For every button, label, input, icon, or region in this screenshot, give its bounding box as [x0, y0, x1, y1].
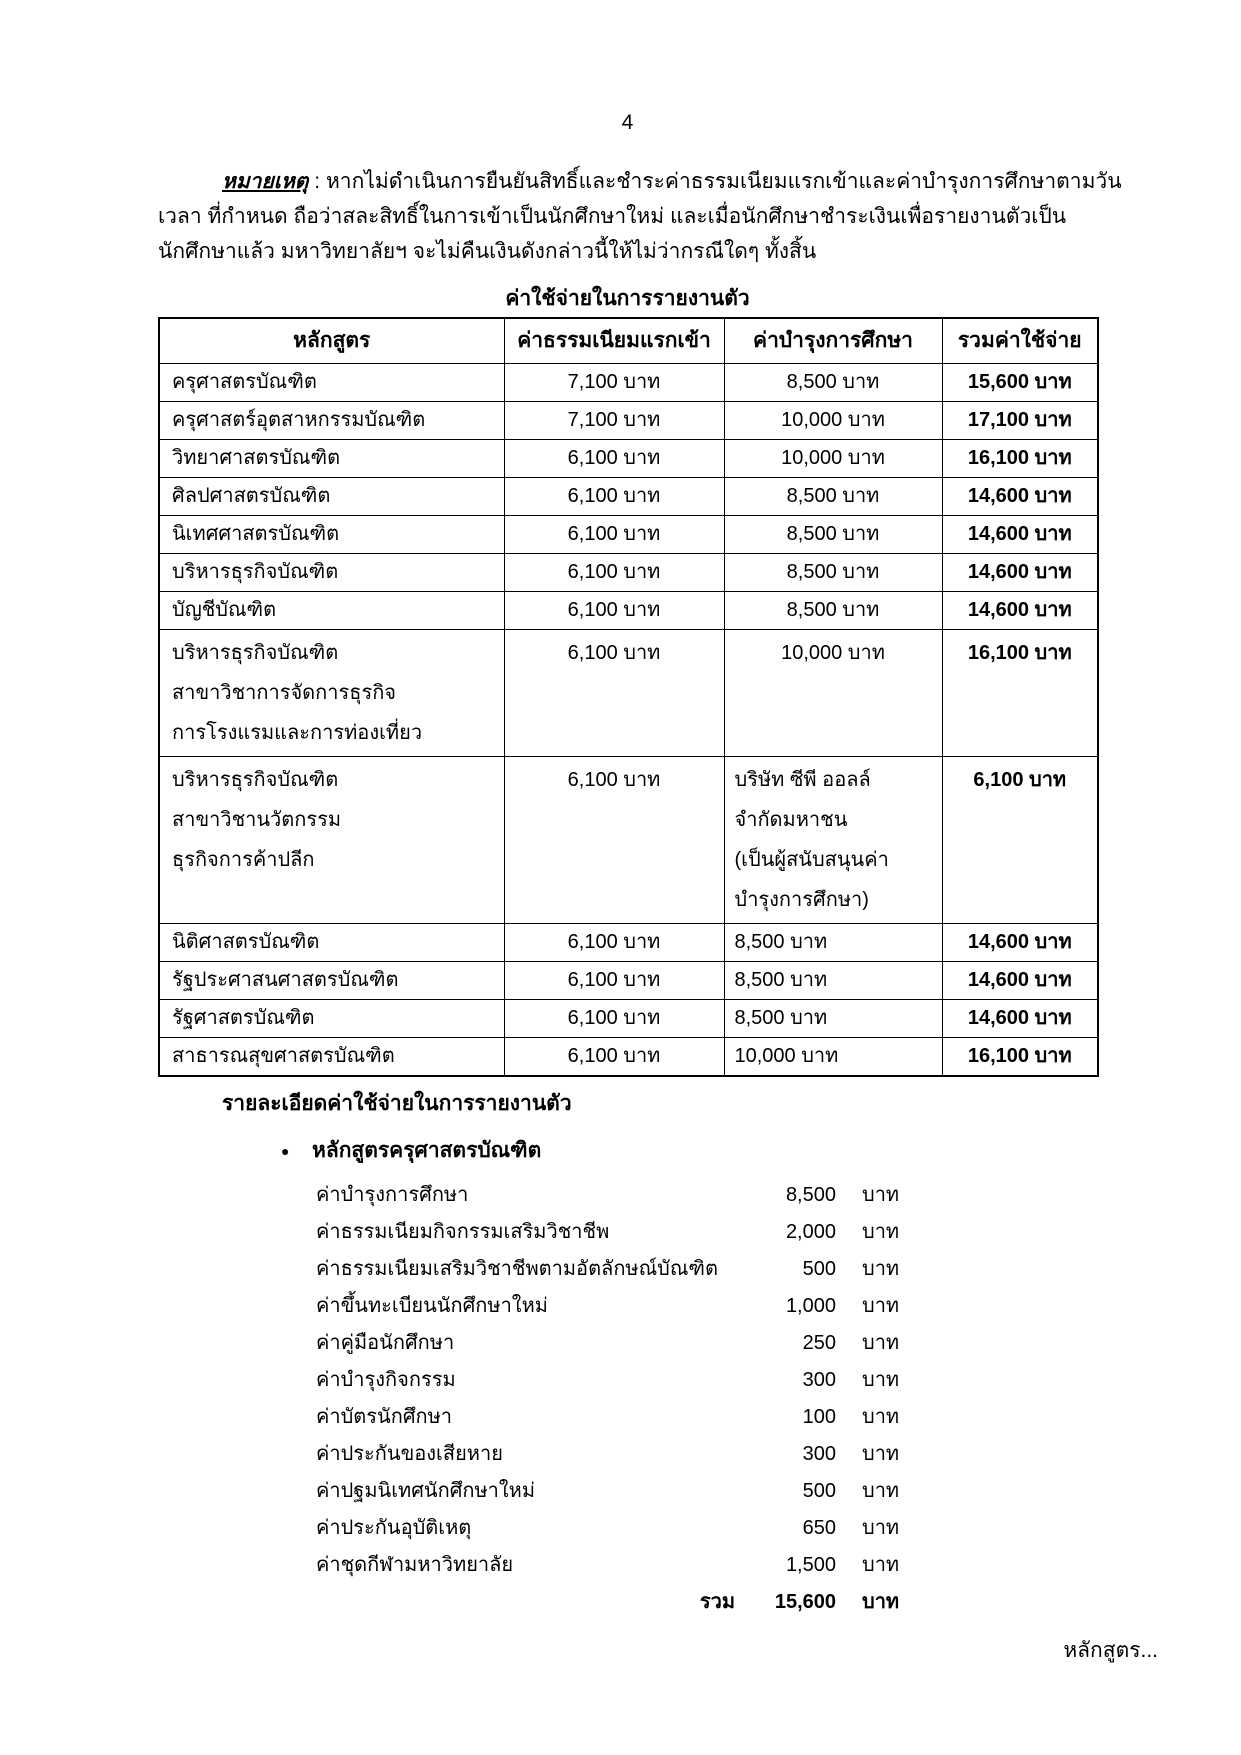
program-line: สาขาวิชาการจัดการธุรกิจ: [172, 682, 397, 704]
total-value: 14,600 บาท: [967, 969, 1072, 991]
tuition-line: 8,500 บาท: [734, 931, 828, 953]
fee-item-label: ค่าปฐมนิเทศนักศึกษาใหม่: [316, 1480, 536, 1502]
fee-total-amount: 15,600: [774, 1591, 836, 1613]
program-line: สาธารณสุขศาสตรบัณฑิต: [172, 1045, 395, 1067]
note-label: หมายเหตุ: [222, 170, 309, 193]
cell-program: [159, 516, 504, 554]
column-header-program: หลักสูตร: [159, 318, 504, 364]
fee-item-row: [158, 1399, 1097, 1436]
note-line-3: นักศึกษาแล้ว มหาวิทยาลัยฯ จะไม่คืนเงินดังกล่าวนี้ให้ไม่ว่ากรณีใดๆ ทั้งสิ้น: [158, 240, 817, 263]
cell-total: [942, 962, 1098, 1000]
fee-item-unit: บาท: [862, 1221, 900, 1243]
fee-item-row: [158, 1547, 1097, 1584]
cell-program: [159, 402, 504, 440]
fee-item-unit: บาท: [862, 1443, 900, 1465]
tuition-line: 8,500 บาท: [734, 1007, 828, 1029]
fee-item-amount: 500: [802, 1480, 836, 1502]
total-value: 16,100 บาท: [967, 1045, 1072, 1067]
cell-total: [942, 757, 1098, 924]
fee-item-row: [158, 1362, 1097, 1399]
fee-item-amount: 300: [802, 1369, 836, 1391]
fee-table-title: ค่าใช้จ่ายในการรายงานตัว: [505, 287, 750, 310]
cell-total: [942, 1038, 1098, 1077]
fee-item-row: [158, 1251, 1097, 1288]
fee-item-amount: 2,000: [785, 1221, 836, 1243]
tuition-line: 8,500 บาท: [786, 599, 880, 621]
footer-text: หลักสูตร...: [1063, 1639, 1158, 1662]
cell-total: [942, 1000, 1098, 1038]
cell-program: [159, 630, 504, 757]
fee-item-label: ค่าบัตรนักศึกษา: [316, 1406, 453, 1428]
cell-tuition: [724, 630, 942, 757]
entrance-fee-value: 6,100 บาท: [567, 1045, 661, 1067]
column-header-tuition: ค่าบำรุงการศึกษา: [724, 318, 942, 364]
fee-list: [158, 1177, 1097, 1584]
note-paragraph: [158, 164, 1122, 269]
fee-item-unit: บาท: [862, 1406, 900, 1428]
bullet-heading: [281, 1137, 1097, 1165]
cell-entrance-fee: [504, 962, 724, 1000]
tuition-line: 10,000 บาท: [734, 1045, 839, 1067]
fee-table-row: [159, 962, 1098, 1000]
fee-item-label: ค่าประกันของเสียหาย: [316, 1443, 503, 1465]
column-header-entrance-fee: ค่าธรรมเนียมแรกเข้า: [504, 318, 724, 364]
program-line: ครุศาสตรบัณฑิต: [172, 371, 317, 393]
program-line: บริหารธุรกิจบัณฑิต: [172, 769, 339, 791]
program-line: นิเทศศาสตรบัณฑิต: [172, 523, 340, 545]
entrance-fee-value: 6,100 บาท: [567, 485, 661, 507]
note-line-1: [158, 164, 1122, 199]
tuition-line: 8,500 บาท: [734, 969, 828, 991]
tuition-line: 8,500 บาท: [786, 561, 880, 583]
cell-program: [159, 962, 504, 1000]
fee-table-row: [159, 554, 1098, 592]
fee-table-row: [159, 516, 1098, 554]
cell-program: [159, 924, 504, 962]
page-number: 4: [621, 111, 634, 134]
cell-entrance-fee: [504, 592, 724, 630]
column-header-total: รวมค่าใช้จ่าย: [942, 318, 1098, 364]
fee-item-amount: 650: [802, 1517, 836, 1539]
program-line: นิติศาสตรบัณฑิต: [172, 931, 320, 953]
fee-item-label: ค่าประกันอุบัติเหตุ: [316, 1517, 472, 1539]
cell-tuition: [724, 757, 942, 924]
note-line-1-text: หากไม่ดำเนินการยืนยันสิทธิ์และชำระค่าธรรมเนียมแรกเข้าและค่าบำรุงการศึกษาตามวัน: [325, 170, 1122, 193]
fee-total-row: [158, 1584, 1097, 1621]
tuition-line: บำรุงการศึกษา): [734, 889, 869, 911]
cell-program: [159, 478, 504, 516]
cell-program: [159, 554, 504, 592]
fee-total-unit: บาท: [862, 1591, 900, 1613]
total-value: 14,600 บาท: [967, 523, 1072, 545]
fee-table-row: [159, 630, 1098, 757]
cell-program: [159, 440, 504, 478]
entrance-fee-value: 6,100 บาท: [567, 969, 661, 991]
tuition-line: 8,500 บาท: [786, 485, 880, 507]
page-content: [158, 0, 1122, 1621]
tuition-line: 10,000 บาท: [781, 447, 885, 469]
fee-table-row: [159, 440, 1098, 478]
cell-total: [942, 478, 1098, 516]
entrance-fee-value: 7,100 บาท: [567, 409, 661, 431]
fee-table: [158, 317, 1099, 1077]
fee-item-label: ค่าบำรุงกิจกรรม: [316, 1369, 456, 1391]
total-value: 14,600 บาท: [967, 931, 1072, 953]
cell-total: [942, 630, 1098, 757]
tuition-line: จำกัดมหาชน: [734, 809, 848, 831]
fee-table-header-row: [159, 318, 1098, 364]
program-line: รัฐประศาสนศาสตรบัณฑิต: [172, 969, 399, 991]
cell-program: [159, 1038, 504, 1077]
fee-item-unit: บาท: [862, 1369, 900, 1391]
tuition-line: (เป็นผู้สนับสนุนค่า: [734, 849, 889, 871]
cell-entrance-fee: [504, 516, 724, 554]
cell-tuition: [724, 1000, 942, 1038]
fee-table-row: [159, 478, 1098, 516]
cell-tuition: [724, 592, 942, 630]
total-value: 14,600 บาท: [967, 561, 1072, 583]
program-line: สาขาวิชานวัตกรรม: [172, 809, 342, 831]
cell-entrance-fee: [504, 402, 724, 440]
fee-item-unit: บาท: [862, 1480, 900, 1502]
fee-item-label: ค่าธรรมเนียมเสริมวิชาชีพตามอัตลักษณ์บัณฑิต: [316, 1258, 719, 1280]
cell-total: [942, 516, 1098, 554]
total-value: 15,600 บาท: [967, 371, 1072, 393]
fee-item-unit: บาท: [862, 1295, 900, 1317]
fee-table-body: [159, 364, 1098, 1077]
tuition-line: 8,500 บาท: [786, 371, 880, 393]
tuition-line: 10,000 บาท: [781, 409, 885, 431]
fee-item-label: ค่าขึ้นทะเบียนนักศึกษาใหม่: [316, 1295, 548, 1317]
fee-table-row: [159, 402, 1098, 440]
cell-total: [942, 402, 1098, 440]
cell-entrance-fee: [504, 364, 724, 402]
program-line: วิทยาศาสตรบัณฑิต: [172, 447, 341, 469]
cell-program: [159, 1000, 504, 1038]
entrance-fee-value: 6,100 บาท: [567, 523, 661, 545]
cell-tuition: [724, 1038, 942, 1077]
fee-table-row: [159, 1000, 1098, 1038]
program-line: บริหารธุรกิจบัณฑิต: [172, 642, 339, 664]
fee-table-row: [159, 364, 1098, 402]
cell-total: [942, 592, 1098, 630]
bullet-heading-text: หลักสูตรครุศาสตรบัณฑิต: [312, 1139, 542, 1162]
fee-item-row: [158, 1473, 1097, 1510]
fee-item-row: [158, 1288, 1097, 1325]
fee-item-label: ค่าคู่มือนักศึกษา: [316, 1332, 455, 1354]
fee-item-amount: 300: [802, 1443, 836, 1465]
total-value: 14,600 บาท: [967, 485, 1072, 507]
cell-total: [942, 364, 1098, 402]
fee-total-label: รวม: [699, 1591, 735, 1613]
note-colon: :: [308, 170, 326, 193]
fee-item-amount: 1,000: [785, 1295, 836, 1317]
fee-item-amount: 1,500: [785, 1554, 836, 1576]
fee-item-unit: บาท: [862, 1554, 900, 1576]
entrance-fee-value: 6,100 บาท: [567, 642, 661, 664]
bullet-icon: ●: [281, 1143, 290, 1159]
cell-entrance-fee: [504, 757, 724, 924]
cell-total: [942, 440, 1098, 478]
cell-tuition: [724, 516, 942, 554]
fee-item-amount: 500: [802, 1258, 836, 1280]
fee-item-unit: บาท: [862, 1184, 900, 1206]
program-line: บัญชีบัณฑิต: [172, 599, 277, 621]
program-line: ครุศาสตร์อุตสาหกรรมบัณฑิต: [172, 409, 426, 431]
fee-item-unit: บาท: [862, 1258, 900, 1280]
cell-entrance-fee: [504, 630, 724, 757]
entrance-fee-value: 7,100 บาท: [567, 371, 661, 393]
entrance-fee-value: 6,100 บาท: [567, 447, 661, 469]
cell-total: [942, 924, 1098, 962]
total-value: 16,100 บาท: [967, 642, 1072, 664]
cell-total: [942, 554, 1098, 592]
cell-tuition: [724, 924, 942, 962]
cell-tuition: [724, 554, 942, 592]
total-value: 17,100 บาท: [967, 409, 1072, 431]
tuition-line: บริษัท ซีพี ออลล์: [734, 769, 871, 791]
details-heading: รายละเอียดค่าใช้จ่ายในการรายงานตัว: [222, 1092, 572, 1115]
tuition-line: 10,000 บาท: [781, 642, 885, 664]
fee-item-row: [158, 1214, 1097, 1251]
fee-item-amount: 8,500: [785, 1184, 836, 1206]
entrance-fee-value: 6,100 บาท: [567, 769, 661, 791]
cell-entrance-fee: [504, 554, 724, 592]
entrance-fee-value: 6,100 บาท: [567, 931, 661, 953]
cell-tuition: [724, 962, 942, 1000]
program-line: ธุรกิจการค้าปลีก: [172, 849, 315, 871]
fee-item-amount: 100: [802, 1406, 836, 1428]
cell-tuition: [724, 364, 942, 402]
total-value: 16,100 บาท: [967, 447, 1072, 469]
tuition-line: 8,500 บาท: [786, 523, 880, 545]
fee-item-unit: บาท: [862, 1332, 900, 1354]
fee-table-row: [159, 924, 1098, 962]
fee-item-row: [158, 1177, 1097, 1214]
program-line: บริหารธุรกิจบัณฑิต: [172, 561, 339, 583]
program-line: การโรงแรมและการท่องเที่ยว: [172, 722, 423, 744]
cell-program: [159, 364, 504, 402]
program-line: รัฐศาสตรบัณฑิต: [172, 1007, 315, 1029]
fee-item-label: ค่าธรรมเนียมกิจกรรมเสริมวิชาชีพ: [316, 1221, 610, 1243]
fee-table-row: [159, 757, 1098, 924]
cell-entrance-fee: [504, 1038, 724, 1077]
fee-item-row: [158, 1436, 1097, 1473]
cell-tuition: [724, 440, 942, 478]
fee-item-label: ค่าชุดกีฬามหาวิทยาลัย: [316, 1554, 514, 1576]
cell-tuition: [724, 402, 942, 440]
fee-table-row: [159, 592, 1098, 630]
fee-item-row: [158, 1325, 1097, 1362]
total-value: 6,100 บาท: [973, 769, 1067, 791]
fee-item-label: ค่าบำรุงการศึกษา: [316, 1184, 469, 1206]
total-value: 14,600 บาท: [967, 599, 1072, 621]
entrance-fee-value: 6,100 บาท: [567, 599, 661, 621]
cell-entrance-fee: [504, 478, 724, 516]
cell-entrance-fee: [504, 1000, 724, 1038]
cell-tuition: [724, 478, 942, 516]
fee-item-amount: 250: [802, 1332, 836, 1354]
entrance-fee-value: 6,100 บาท: [567, 561, 661, 583]
cell-entrance-fee: [504, 440, 724, 478]
program-line: ศิลปศาสตรบัณฑิต: [172, 485, 331, 507]
fee-item-row: [158, 1510, 1097, 1547]
entrance-fee-value: 6,100 บาท: [567, 1007, 661, 1029]
note-line-2: เวลา ที่กำหนด ถือว่าสละสิทธิ์ในการเข้าเป็นนักศึกษาใหม่ และเมื่อนักศึกษาชำระเงินเพื่อรายงานตัวเป็น: [158, 205, 1067, 228]
fee-item-unit: บาท: [862, 1517, 900, 1539]
cell-entrance-fee: [504, 924, 724, 962]
fee-table-row: [159, 1038, 1098, 1077]
total-value: 14,600 บาท: [967, 1007, 1072, 1029]
cell-program: [159, 757, 504, 924]
cell-program: [159, 592, 504, 630]
